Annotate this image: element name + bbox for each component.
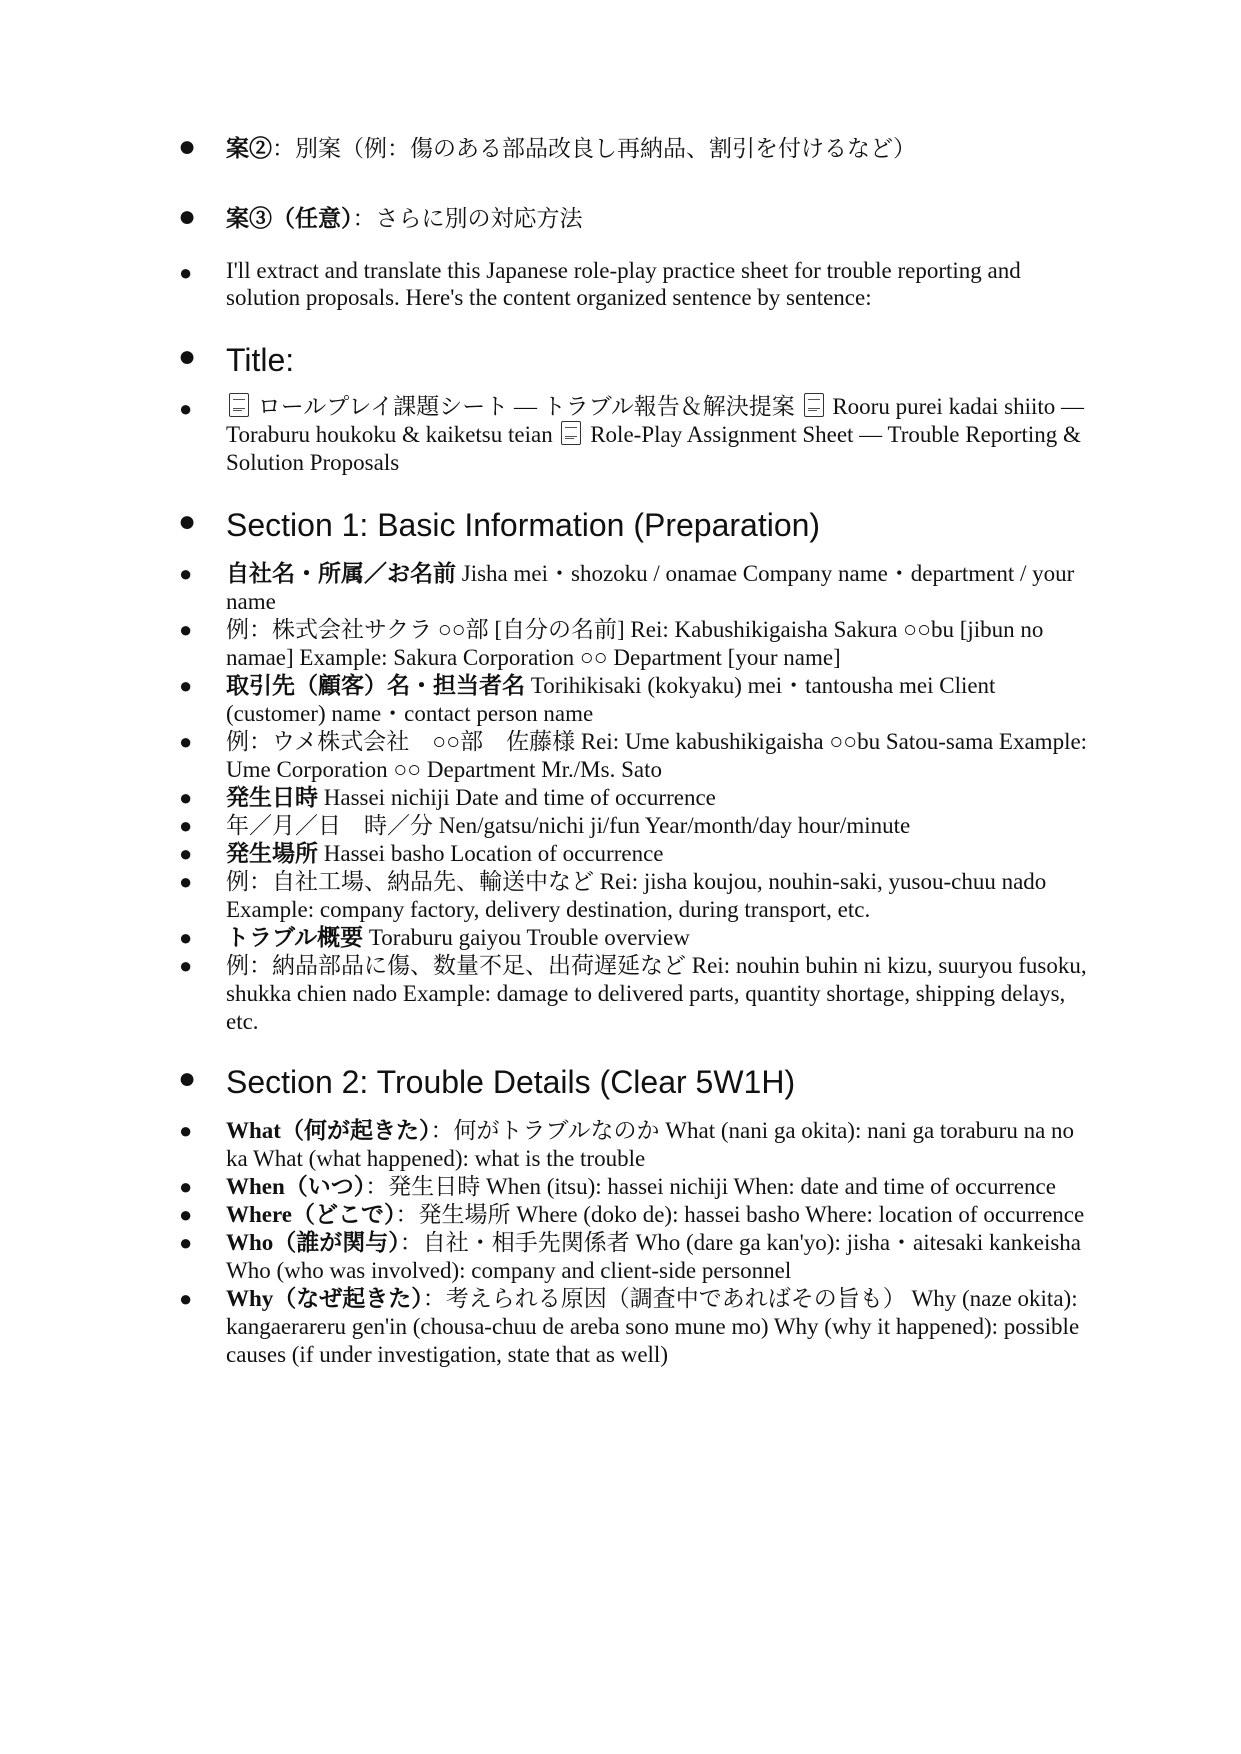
plan-3-label: 案③（任意） — [226, 206, 353, 231]
bullet-icon: ● — [179, 925, 193, 950]
title-japanese: ロールプレイ課題シート — トラブル報告＆解決提案 — [257, 394, 795, 419]
plan-2-item — [178, 130, 1096, 164]
bullet-icon: ● — [179, 1286, 193, 1311]
item-text: ：考えられる原因（調査中であればその旨も） Why (naze okita): kangaerareru gen'in (chousa-chuu de areba sono mune mo) Why (why it happened): possible causes (if under investigation, state that as well) — [226, 1286, 1080, 1367]
item-text: Toraburu gaiyou Trouble overview — [363, 925, 690, 950]
item-text: Hassei nichiji Date and time of occurrence — [318, 785, 716, 810]
intro-item — [179, 257, 1096, 311]
bullet-icon: ● — [179, 869, 193, 894]
item-label: 発生場所 — [226, 841, 318, 866]
bullet-icon: ● — [179, 1202, 193, 1227]
bullet-icon: ● — [179, 561, 193, 586]
item-text: 例：納品部品に傷、数量不足、出荷遅延など Rei: nouhin buhin ni kizu, suuryou fusoku, shukka chien nado Example: damage to delivered parts, quantity shortage, shipping delays, etc. — [226, 953, 1087, 1034]
item-label: Where（どこで） — [226, 1202, 396, 1227]
list-item — [179, 784, 1096, 812]
bullet-icon: ● — [179, 1174, 193, 1199]
title-item — [179, 393, 1096, 477]
title-heading-item — [178, 340, 1096, 379]
item-label: What（何が起きた） — [226, 1118, 431, 1143]
bullet-icon: ● — [179, 1230, 193, 1255]
item-text: Jisha mei・shozoku / onamae Company name・department / your name — [226, 561, 1075, 614]
plan-3-item — [178, 200, 1096, 234]
bullet-icon: ● — [179, 396, 193, 421]
section-1-heading: Section 1: Basic Information (Preparation) — [226, 507, 821, 543]
list-item — [179, 924, 1096, 952]
list-item — [179, 868, 1096, 924]
section-2-list — [179, 1117, 1096, 1369]
item-text: Hassei basho Location of occurrence — [318, 841, 664, 866]
bullet-icon: ● — [179, 841, 193, 866]
list-item — [179, 1173, 1096, 1201]
bullet-icon: ● — [179, 785, 193, 810]
item-text: ：発生日時 When (itsu): hassei nichiji When: date and time of occurrence — [365, 1174, 1056, 1199]
title-romaji: Rooru purei kadai shiito — Toraburu houkoku & kaiketsu teian — [226, 394, 1084, 447]
item-text: 例：自社工場、納品先、輸送中など Rei: jisha koujou, nouhin-saki, yusou-chuu nado Example: company factory, delivery destination, during transport, etc. — [226, 869, 1047, 922]
item-text: ：何がトラブルなのか What (nani ga okita): nani ga toraburu na no ka What (what happened): what is the trouble — [226, 1118, 1075, 1171]
intro-text: I'll extract and translate this Japanese role-play practice sheet for trouble reporting and solution proposals. Here's the content organized sentence by sentence: — [226, 258, 1021, 310]
item-label: Who（誰が関与） — [226, 1230, 400, 1255]
bullet-icon: ● — [179, 729, 193, 754]
list-item — [179, 840, 1096, 868]
item-text: Torihikisaki (kokyaku) mei・tantousha mei Client (customer) name・contact person name — [226, 673, 996, 726]
plan-2-text: ：別案（例：傷のある部品改良し再納品、割引を付けるなど） — [272, 136, 916, 161]
section-2-heading-item — [178, 1062, 1096, 1101]
bullet-icon: ● — [179, 673, 193, 698]
section-1-heading-item — [178, 505, 1096, 544]
item-text: ：発生場所 Where (doko de): hassei basho Where: location of occurrence — [395, 1202, 1085, 1227]
plan-2-label: 案② — [226, 136, 272, 161]
item-text: ：自社・相手先関係者 Who (dare ga kan'yo): jisha・aitesaki kankeisha Who (who was involved): company and client-side personnel — [226, 1230, 1082, 1283]
item-label: 発生日時 — [226, 785, 318, 810]
list-item — [179, 728, 1096, 784]
item-label: トラブル概要 — [226, 925, 364, 950]
title-english: Role-Play Assignment Sheet — Trouble Reporting & Solution Proposals — [226, 422, 1081, 475]
bullet-icon: ● — [179, 1118, 193, 1143]
plan-3-text: ：さらに別の対応方法 — [352, 206, 583, 231]
list-item — [179, 560, 1096, 616]
bullet-icon: ● — [178, 130, 197, 163]
document-icon — [804, 393, 824, 417]
bullet-icon: ● — [178, 505, 197, 538]
item-label: Why（なぜ起きた） — [226, 1286, 423, 1311]
list-item — [179, 616, 1096, 672]
bullet-icon: ● — [179, 953, 193, 978]
item-label: 自社名・所属／お名前 — [226, 561, 456, 586]
bullet-icon: ● — [179, 813, 193, 838]
item-label: When（いつ） — [226, 1174, 366, 1199]
item-text: 例：株式会社サクラ ○○部 [自分の名前] Rei: Kabushikigaisha Sakura ○○bu [jibun no namae] Example: Sakura Corporation ○○ Department [your name] — [226, 617, 1044, 670]
list-item — [179, 952, 1096, 1036]
item-text: 例：ウメ株式会社 ○○部 佐藤様 Rei: Ume kabushikigaisha ○○bu Satou-sama Example: Ume Corporation ○○ Department Mr./Ms. Sato — [226, 729, 1088, 782]
list-item — [179, 812, 1096, 840]
item-label: 取引先（顧客）名・担当者名 — [226, 673, 525, 698]
item-text: 年／月／日 時／分 Nen/gatsu/nichi ji/fun Year/month/day hour/minute — [226, 813, 911, 838]
bullet-icon: ● — [178, 340, 197, 373]
list-item — [179, 1285, 1096, 1369]
bullet-icon: ● — [179, 260, 193, 285]
title-heading: Title: — [226, 342, 295, 378]
bullet-icon: ● — [178, 1062, 197, 1095]
section-1-list — [179, 560, 1096, 1036]
bullet-icon: ● — [178, 200, 197, 233]
document-icon — [229, 393, 249, 417]
list-item — [179, 672, 1096, 728]
document-icon — [561, 421, 581, 445]
section-2-heading: Section 2: Trouble Details (Clear 5W1H) — [226, 1064, 796, 1100]
list-item — [179, 1229, 1096, 1285]
list-item — [179, 1201, 1096, 1229]
list-item — [179, 1117, 1096, 1173]
bullet-icon: ● — [179, 617, 193, 642]
